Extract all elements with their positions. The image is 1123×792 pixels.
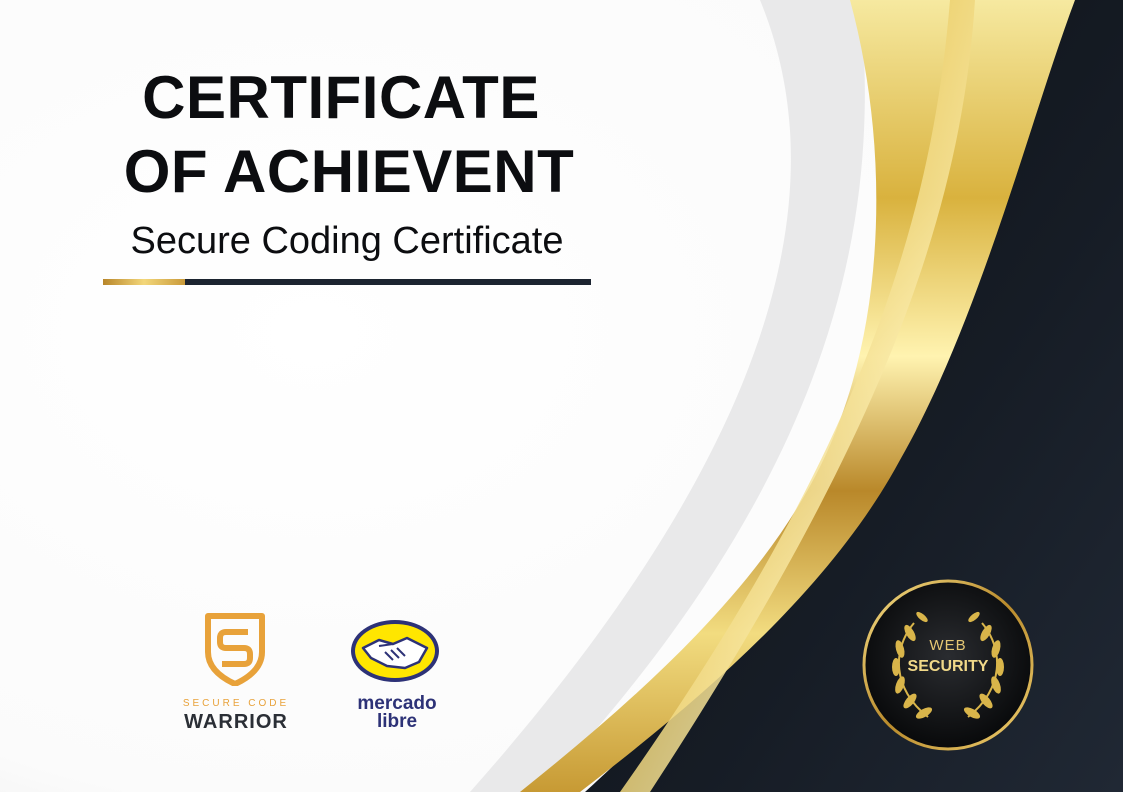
certificate-title-line1: CERTIFICATE bbox=[142, 64, 540, 131]
badge-text-web: WEB bbox=[929, 637, 967, 654]
mercado-libre-text-line2: libre bbox=[376, 711, 418, 732]
handshake-icon bbox=[349, 618, 441, 684]
web-security-badge bbox=[862, 579, 1034, 751]
certificate-subtitle: Secure Coding Certificate bbox=[130, 220, 564, 262]
scw-logo-text-bottom: WARRIOR bbox=[184, 711, 288, 733]
title-underline bbox=[103, 279, 591, 285]
scw-logo-text-top: SECURE CODE bbox=[182, 698, 290, 709]
secure-code-warrior-logo bbox=[176, 610, 296, 736]
mercado-libre-logo bbox=[345, 618, 449, 738]
mercado-libre-text-line1: mercado bbox=[357, 693, 437, 714]
shield-s-icon bbox=[204, 612, 266, 686]
underline-gold-segment bbox=[103, 279, 185, 285]
underline-dark-segment bbox=[185, 279, 591, 285]
badge-text-security: SECURITY bbox=[907, 658, 989, 675]
certificate-title-line2: OF ACHIEVENT bbox=[123, 138, 575, 205]
